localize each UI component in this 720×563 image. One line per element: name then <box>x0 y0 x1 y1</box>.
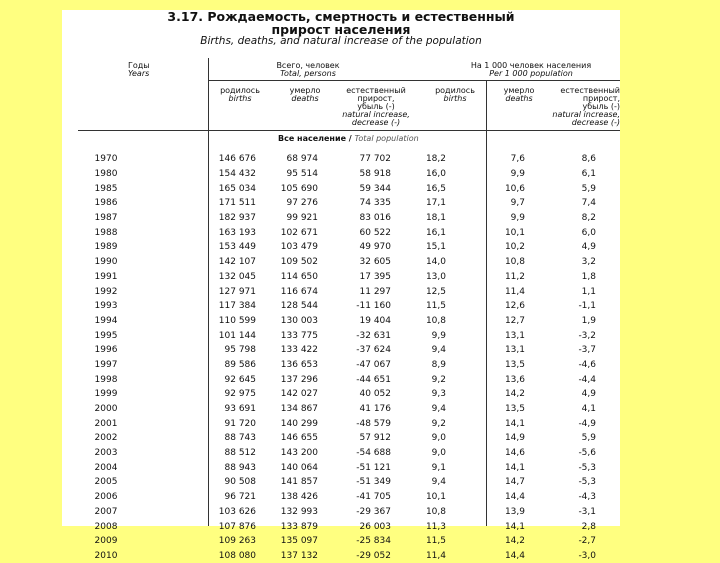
births-rate-cell: 12,5 <box>425 286 446 297</box>
natural-increase-rate-cell: -1,1 <box>578 301 596 312</box>
natural-increase-rate-cell: 6,1 <box>581 169 596 180</box>
table-row <box>62 387 596 402</box>
deaths-rate-cell: 10,6 <box>504 183 525 194</box>
natural-increase-rate-cell: 8,2 <box>581 213 596 224</box>
table-row <box>62 225 596 240</box>
natural-increase-total-cell: 60 522 <box>359 227 391 238</box>
deaths-rate-cell: 10,2 <box>504 242 525 253</box>
natural-increase-rate-cell: -5,6 <box>578 448 596 459</box>
deaths-total-cell: 141 857 <box>280 477 318 488</box>
natural-increase-total-cell: -51 349 <box>356 477 391 488</box>
table-row <box>62 460 596 475</box>
deaths-total-cell: 130 003 <box>280 315 318 326</box>
col-births-total-en: births <box>228 94 252 103</box>
table-row <box>62 475 596 490</box>
year-cell: 2009 <box>94 536 118 547</box>
births-rate-cell: 8,9 <box>431 359 446 370</box>
deaths-rate-cell: 13,5 <box>504 359 525 370</box>
births-rate-cell: 10,8 <box>425 506 446 517</box>
natural-increase-rate-cell: -4,4 <box>578 374 596 385</box>
col-natural-rate-en-2: decrease (-) <box>571 118 620 127</box>
natural-increase-rate-cell: 4,9 <box>581 389 596 400</box>
deaths-rate-cell: 14,1 <box>504 521 525 532</box>
deaths-total-cell: 132 993 <box>280 506 318 517</box>
year-cell: 1996 <box>94 345 118 356</box>
deaths-total-cell: 68 974 <box>286 154 318 165</box>
year-cell: 1970 <box>94 154 118 165</box>
births-rate-cell: 14,0 <box>425 257 446 268</box>
table-row <box>62 240 596 255</box>
births-rate-cell: 9,4 <box>431 404 446 415</box>
table-row <box>62 328 596 343</box>
per-1000-header-ru: На 1 000 человек населения <box>470 61 592 70</box>
births-total-cell: 92 975 <box>224 389 256 400</box>
births-total-cell: 93 691 <box>224 404 256 415</box>
natural-increase-rate-cell: -3,2 <box>578 330 596 341</box>
deaths-rate-cell: 12,6 <box>504 301 525 312</box>
deaths-total-cell: 97 276 <box>286 198 318 209</box>
deaths-rate-cell: 7,6 <box>510 154 525 165</box>
births-total-cell: 107 876 <box>218 521 256 532</box>
natural-increase-rate-cell: -4,6 <box>578 359 596 370</box>
natural-increase-total-cell: 58 918 <box>359 169 391 180</box>
population-data-table <box>62 152 596 563</box>
deaths-total-cell: 102 671 <box>280 227 318 238</box>
births-rate-cell: 17,1 <box>425 198 446 209</box>
col-natural-total-ru-1: естественный <box>346 86 406 95</box>
section-total-population: Все население / Total population <box>278 134 419 143</box>
natural-increase-rate-cell: 5,9 <box>581 433 596 444</box>
year-cell: 1997 <box>94 359 118 370</box>
births-rate-cell: 16,5 <box>425 183 446 194</box>
natural-increase-rate-cell: 7,4 <box>581 198 596 209</box>
deaths-total-cell: 133 879 <box>280 521 318 532</box>
year-cell: 1991 <box>94 271 118 282</box>
deaths-rate-cell: 10,1 <box>504 227 525 238</box>
births-total-cell: 146 676 <box>218 154 256 165</box>
natural-increase-total-cell: -47 067 <box>356 359 391 370</box>
births-total-cell: 88 943 <box>224 462 256 473</box>
births-rate-cell: 9,2 <box>431 374 446 385</box>
table-row <box>62 299 596 314</box>
deaths-total-cell: 134 867 <box>280 404 318 415</box>
year-cell: 1990 <box>94 257 118 268</box>
natural-increase-total-cell: -29 052 <box>356 550 391 561</box>
year-cell: 2007 <box>94 506 118 517</box>
year-cell: 2006 <box>94 492 118 503</box>
natural-increase-total-cell: 40 052 <box>359 389 391 400</box>
year-cell: 1993 <box>94 301 118 312</box>
natural-increase-rate-cell: -2,7 <box>578 536 596 547</box>
deaths-total-cell: 99 921 <box>286 213 318 224</box>
natural-increase-rate-cell: 8,6 <box>581 154 596 165</box>
year-cell: 1998 <box>94 374 118 385</box>
col-natural-total-ru-3: убыль (-) <box>357 102 395 111</box>
year-cell: 2005 <box>94 477 118 488</box>
deaths-total-cell: 135 097 <box>280 536 318 547</box>
deaths-total-cell: 133 422 <box>280 345 318 356</box>
deaths-rate-cell: 14,7 <box>504 477 525 488</box>
col-births-rate-ru: родилось <box>435 86 475 95</box>
table-title-ru-line1: 3.17. Рождаемость, смертность и естественный <box>167 9 515 24</box>
natural-increase-rate-cell: 5,9 <box>581 183 596 194</box>
table-row <box>62 416 596 431</box>
natural-increase-rate-cell: -4,3 <box>578 492 596 503</box>
natural-increase-total-cell: 49 970 <box>359 242 391 253</box>
natural-increase-rate-cell: -3,0 <box>578 550 596 561</box>
deaths-rate-cell: 14,1 <box>504 418 525 429</box>
col-births-rate-en: births <box>443 94 467 103</box>
deaths-total-cell: 114 650 <box>280 271 318 282</box>
col-natural-rate-ru-1: естественный <box>560 86 620 95</box>
natural-increase-total-cell: 77 702 <box>359 154 391 165</box>
table-row <box>62 196 596 211</box>
table-title-ru-line2: прирост населения <box>271 22 411 37</box>
natural-increase-rate-cell: 4,9 <box>581 242 596 253</box>
births-total-cell: 101 144 <box>218 330 256 341</box>
col-deaths-rate-ru: умерло <box>503 86 535 95</box>
natural-increase-total-cell: 74 335 <box>359 198 391 209</box>
table-row <box>62 519 596 534</box>
deaths-total-cell: 95 514 <box>286 169 318 180</box>
births-rate-cell: 11,5 <box>425 301 446 312</box>
births-rate-cell: 9,0 <box>431 448 446 459</box>
year-cell: 1992 <box>94 286 118 297</box>
year-cell: 2001 <box>94 418 118 429</box>
births-total-cell: 88 743 <box>224 433 256 444</box>
table-row <box>62 534 596 549</box>
deaths-rate-cell: 9,7 <box>510 198 525 209</box>
natural-increase-rate-cell: -3,1 <box>578 506 596 517</box>
year-cell: 1999 <box>94 389 118 400</box>
header-bottom-rule <box>78 130 620 131</box>
deaths-rate-cell: 14,9 <box>504 433 525 444</box>
natural-increase-total-cell: -25 834 <box>356 536 391 547</box>
natural-increase-rate-cell: 6,0 <box>581 227 596 238</box>
deaths-rate-cell: 10,8 <box>504 257 525 268</box>
deaths-rate-cell: 9,9 <box>510 169 525 180</box>
table-row <box>62 270 596 285</box>
births-total-cell: 182 937 <box>218 213 256 224</box>
births-total-cell: 92 645 <box>224 374 256 385</box>
year-cell: 1987 <box>94 213 118 224</box>
table-row <box>62 431 596 446</box>
year-cell: 1995 <box>94 330 118 341</box>
natural-increase-rate-cell: -5,3 <box>578 477 596 488</box>
deaths-rate-cell: 14,1 <box>504 462 525 473</box>
births-total-cell: 88 512 <box>224 448 256 459</box>
col-natural-total-en-1: natural increase, <box>342 110 410 119</box>
natural-increase-rate-cell: 1,8 <box>581 271 596 282</box>
births-total-cell: 110 599 <box>218 315 256 326</box>
natural-increase-total-cell: 83 016 <box>359 213 391 224</box>
natural-increase-total-cell: -11 160 <box>356 301 391 312</box>
col-natural-rate-ru-3: убыль (-) <box>582 102 620 111</box>
table-row <box>62 255 596 270</box>
natural-increase-total-cell: -54 688 <box>356 448 391 459</box>
deaths-total-cell: 138 426 <box>280 492 318 503</box>
deaths-rate-cell: 11,4 <box>504 286 525 297</box>
births-rate-cell: 18,2 <box>425 154 446 165</box>
deaths-total-cell: 140 064 <box>280 462 318 473</box>
deaths-rate-cell: 13,1 <box>504 330 525 341</box>
col-deaths-rate-en: deaths <box>505 94 533 103</box>
table-row <box>62 167 596 182</box>
deaths-rate-cell: 13,9 <box>504 506 525 517</box>
deaths-total-cell: 105 690 <box>280 183 318 194</box>
natural-increase-total-cell: 19 404 <box>359 315 391 326</box>
year-cell: 2002 <box>94 433 118 444</box>
births-total-cell: 117 384 <box>218 301 256 312</box>
table-row <box>62 284 596 299</box>
births-rate-cell: 9,0 <box>431 433 446 444</box>
year-cell: 1988 <box>94 227 118 238</box>
births-total-cell: 96 721 <box>224 492 256 503</box>
births-total-cell: 95 798 <box>224 345 256 356</box>
natural-increase-total-cell: 11 297 <box>359 286 391 297</box>
natural-increase-total-cell: -44 651 <box>356 374 391 385</box>
births-rate-cell: 10,1 <box>425 492 446 503</box>
births-total-cell: 90 508 <box>224 477 256 488</box>
natural-increase-rate-cell: -5,3 <box>578 462 596 473</box>
years-header-ru: Годы <box>128 61 150 70</box>
natural-increase-total-cell: -37 624 <box>356 345 391 356</box>
col-natural-total-en-2: decrease (-) <box>351 118 401 127</box>
deaths-total-cell: 103 479 <box>280 242 318 253</box>
natural-increase-rate-cell: 3,2 <box>581 257 596 268</box>
births-total-cell: 132 045 <box>218 271 256 282</box>
year-cell: 1986 <box>94 198 118 209</box>
natural-increase-total-cell: -41 705 <box>356 492 391 503</box>
table-row <box>62 152 596 167</box>
table-row <box>62 181 596 196</box>
births-rate-cell: 13,0 <box>425 271 446 282</box>
deaths-rate-cell: 14,4 <box>504 550 525 561</box>
deaths-total-cell: 142 027 <box>280 389 318 400</box>
deaths-rate-cell: 12,7 <box>504 315 525 326</box>
natural-increase-total-cell: 41 176 <box>359 404 391 415</box>
year-cell: 2010 <box>94 550 118 561</box>
natural-increase-total-cell: 17 395 <box>359 271 391 282</box>
births-rate-cell: 10,8 <box>425 315 446 326</box>
table-row <box>62 211 596 226</box>
deaths-total-cell: 137 296 <box>280 374 318 385</box>
births-rate-cell: 11,4 <box>425 550 446 561</box>
births-rate-cell: 16,0 <box>425 169 446 180</box>
deaths-rate-cell: 14,4 <box>504 492 525 503</box>
deaths-total-cell: 146 655 <box>280 433 318 444</box>
col-births-total-ru: родилось <box>220 86 260 95</box>
deaths-rate-cell: 13,5 <box>504 404 525 415</box>
total-persons-header-ru: Всего, человек <box>276 61 340 70</box>
years-header-en: Years <box>128 69 150 78</box>
births-total-cell: 154 432 <box>218 169 256 180</box>
deaths-total-cell: 128 544 <box>280 301 318 312</box>
births-total-cell: 91 720 <box>224 418 256 429</box>
births-rate-cell: 11,3 <box>425 521 446 532</box>
deaths-total-cell: 140 299 <box>280 418 318 429</box>
births-rate-cell: 9,9 <box>431 330 446 341</box>
year-cell: 2004 <box>94 462 118 473</box>
per-1000-header-en: Per 1 000 population <box>489 69 573 78</box>
table-row <box>62 446 596 461</box>
births-rate-cell: 9,4 <box>431 345 446 356</box>
deaths-total-cell: 136 653 <box>280 359 318 370</box>
births-total-cell: 165 034 <box>218 183 256 194</box>
natural-increase-total-cell: -48 579 <box>356 418 391 429</box>
deaths-total-cell: 109 502 <box>280 257 318 268</box>
col-natural-rate-en-1: natural increase, <box>552 110 620 119</box>
natural-increase-total-cell: 57 912 <box>359 433 391 444</box>
natural-increase-total-cell: -32 631 <box>356 330 391 341</box>
year-cell: 2008 <box>94 521 118 532</box>
deaths-rate-cell: 9,9 <box>510 213 525 224</box>
statistics-table-page <box>62 9 620 561</box>
births-rate-cell: 16,1 <box>425 227 446 238</box>
natural-increase-rate-cell: 4,1 <box>581 404 596 415</box>
col-natural-rate-ru-2: прирост, <box>582 94 620 103</box>
births-total-cell: 142 107 <box>218 257 256 268</box>
births-total-cell: 108 080 <box>218 550 256 561</box>
year-cell: 1994 <box>94 315 118 326</box>
year-cell: 1989 <box>94 242 118 253</box>
births-rate-cell: 11,5 <box>425 536 446 547</box>
deaths-rate-cell: 11,2 <box>504 271 525 282</box>
births-total-cell: 109 263 <box>218 536 256 547</box>
deaths-total-cell: 137 132 <box>280 550 318 561</box>
table-row <box>62 402 596 417</box>
table-title-en: Births, deaths, and natural increase of the population <box>200 35 482 47</box>
births-rate-cell: 9,3 <box>431 389 446 400</box>
col-natural-total-ru-2: прирост, <box>357 94 395 103</box>
table-row <box>62 358 596 373</box>
table-row <box>62 314 596 329</box>
deaths-total-cell: 133 775 <box>280 330 318 341</box>
births-rate-cell: 9,2 <box>431 418 446 429</box>
year-cell: 1980 <box>94 169 118 180</box>
deaths-rate-cell: 14,6 <box>504 448 525 459</box>
deaths-total-cell: 143 200 <box>280 448 318 459</box>
natural-increase-total-cell: -51 121 <box>356 462 391 473</box>
natural-increase-rate-cell: 1,1 <box>581 286 596 297</box>
table-row <box>62 505 596 520</box>
births-total-cell: 163 193 <box>218 227 256 238</box>
deaths-rate-cell: 14,2 <box>504 536 525 547</box>
deaths-rate-cell: 14,2 <box>504 389 525 400</box>
year-cell: 2000 <box>94 404 118 415</box>
births-rate-cell: 9,4 <box>431 477 446 488</box>
table-row <box>62 549 596 563</box>
natural-increase-rate-cell: -4,9 <box>578 418 596 429</box>
births-total-cell: 171 511 <box>218 198 256 209</box>
natural-increase-total-cell: -29 367 <box>356 506 391 517</box>
natural-increase-rate-cell: 2,8 <box>581 521 596 532</box>
year-cell: 2003 <box>94 448 118 459</box>
table-row <box>62 490 596 505</box>
col-deaths-total-en: deaths <box>291 94 319 103</box>
table-row <box>62 372 596 387</box>
natural-increase-rate-cell: 1,9 <box>581 315 596 326</box>
births-rate-cell: 15,1 <box>425 242 446 253</box>
col-deaths-total-ru: умерло <box>289 86 321 95</box>
header-rule <box>208 80 620 81</box>
year-cell: 1985 <box>94 183 118 194</box>
natural-increase-total-cell: 59 344 <box>359 183 391 194</box>
births-rate-cell: 9,1 <box>431 462 446 473</box>
births-total-cell: 103 626 <box>218 506 256 517</box>
births-total-cell: 127 971 <box>218 286 256 297</box>
total-persons-header-en: Total, persons <box>280 69 336 78</box>
natural-increase-rate-cell: -3,7 <box>578 345 596 356</box>
natural-increase-total-cell: 26 003 <box>359 521 391 532</box>
deaths-rate-cell: 13,6 <box>504 374 525 385</box>
natural-increase-total-cell: 32 605 <box>359 257 391 268</box>
deaths-total-cell: 116 674 <box>280 286 318 297</box>
births-rate-cell: 18,1 <box>425 213 446 224</box>
table-row <box>62 343 596 358</box>
deaths-rate-cell: 13,1 <box>504 345 525 356</box>
births-total-cell: 89 586 <box>224 359 256 370</box>
births-total-cell: 153 449 <box>218 242 256 253</box>
